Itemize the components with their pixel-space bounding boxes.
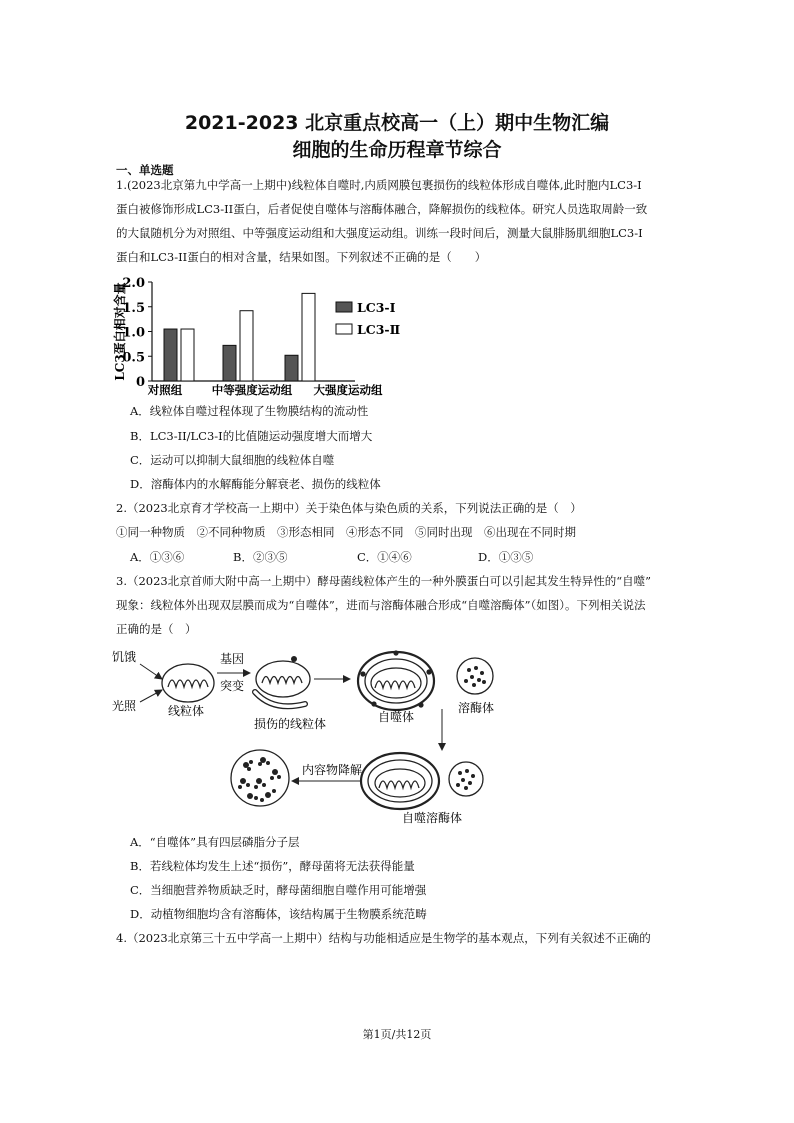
chart-y-tick-label: 1.0 <box>122 325 145 341</box>
chart-bar-lc3-ii <box>181 329 194 381</box>
q2-option-c: C．①④⑥ <box>357 550 412 564</box>
q1-line-3: 的大鼠随机分为对照组、中等强度运动组和大强度运动组。训练一段时间后，测量大鼠腓肠肌细胞LC3-I <box>116 226 643 240</box>
autophagosome-label: 自噬体 <box>378 710 415 724</box>
q2-option-b: B．②③⑤ <box>233 550 288 564</box>
q3-option-d: D．动植物细胞均含有溶酶体，该结构属于生物膜系统范畴 <box>130 907 427 921</box>
lysosome-figure <box>457 658 493 694</box>
autolysosome-figure <box>361 753 483 809</box>
document-subtitle: 细胞的生命历程章节综合 <box>292 139 502 161</box>
q1-line-2: 蛋白被修饰形成LC3-II蛋白，后者促使自噬体与溶酶体融合，降解损伤的线粒体。研究人员选取周龄一致 <box>116 202 648 216</box>
chart-legend-label: LC3-Ⅰ <box>357 300 396 315</box>
q2-stem: 2.（2023北京育才学校高一上期中）关于染色体与染色质的关系，下列说法正确的是（ ） <box>116 501 582 515</box>
chart-category-label: 大强度运动组 <box>313 383 383 397</box>
q2-option-d: D．①③⑤ <box>478 550 534 564</box>
q1-option-a: A．线粒体自噬过程体现了生物膜结构的流动性 <box>130 404 369 418</box>
q3-option-b: B．若线粒体均发生上述“损伤”，酵母菌将无法获得能量 <box>130 859 415 873</box>
mitochondrion-label: 线粒体 <box>168 704 205 718</box>
page-footer: 第1页/共12页 <box>362 1028 432 1041</box>
chart-bar-lc3-i <box>223 345 236 381</box>
q1-line-1: 1.(2023北京第九中学高一上期中)线粒体自噬时,内质网膜包裹损伤的线粒体形成自噬体,此时胞内LC3-I <box>116 178 642 192</box>
light-label: 光照 <box>112 699 137 713</box>
q4-line-1: 4.（2023北京第三十五中学高一上期中）结构与功能相适应是生物学的基本观点，下列有关叙述不正确的 <box>116 931 651 945</box>
chart-category-label: 中等强度运动组 <box>211 383 293 397</box>
chart-bar-lc3-ii <box>302 293 315 381</box>
damaged-mitochondrion-label: 损伤的线粒体 <box>254 717 327 731</box>
mutation-label-2: 突变 <box>220 679 245 693</box>
mutation-label-1: 基因 <box>220 652 245 666</box>
chart-bar-lc3-i <box>285 355 298 381</box>
chart-y-tick-label: 1.5 <box>122 300 145 316</box>
chart-y-tick-label: 0.5 <box>122 350 145 366</box>
q2-items: ①同一种物质 ②不同种物质 ③形态相同 ④形态不同 ⑤同时出现 ⑥出现在不同时期 <box>116 525 576 539</box>
q3-option-c: C．当细胞营养物质缺乏时，酵母菌细胞自噬作用可能增强 <box>130 883 427 897</box>
q1-line-4: 蛋白和LC3-II蛋白的相对含量，结果如图。下列叙述不正确的是（ ） <box>116 250 487 264</box>
q3-option-a: A．“自噬体”具有四层磷脂分子层 <box>130 835 300 849</box>
q1-option-b: B．LC3-II/LC3-I的比值随运动强度增大而增大 <box>130 429 373 443</box>
chart-category-label: 对照组 <box>147 383 183 397</box>
hunger-label: 饥饿 <box>112 650 137 664</box>
q3-line-3: 正确的是（ ） <box>116 622 197 636</box>
chart-bar-lc3-i <box>164 329 177 381</box>
autophagosome-figure <box>358 650 434 710</box>
degraded-contents-figure <box>231 750 289 806</box>
q1-option-d: D．溶酶体内的水解酶能分解衰老、损伤的线粒体 <box>130 477 381 491</box>
autophagy-diagram <box>110 644 510 829</box>
damaged-mitochondrion-figure <box>255 656 310 706</box>
q3-line-1: 3.（2023北京首师大附中高一上期中）酵母菌线粒体产生的一种外膜蛋白可以引起其发生特异性的“自噬” <box>116 574 651 588</box>
chart-y-tick-label: 0 <box>135 375 145 390</box>
chart-bar-lc3-ii <box>240 311 253 381</box>
lysosome-label: 溶酶体 <box>458 701 495 715</box>
section-heading: 一、单选题 <box>116 163 174 177</box>
chart-legend-swatch <box>336 324 352 334</box>
chart-y-tick-label: 2.0 <box>122 276 145 291</box>
lc3-bar-chart <box>110 273 410 398</box>
chart-legend-swatch <box>336 302 352 312</box>
mitochondrion-figure <box>162 664 214 702</box>
q1-option-c: C．运动可以抑制大鼠细胞的线粒体自噬 <box>130 453 335 467</box>
q2-option-a: A．①③⑥ <box>130 550 185 564</box>
degrade-label: 内容物降解 <box>302 763 363 777</box>
chart-legend-label: LC3-Ⅱ <box>357 322 401 337</box>
chart-y-axis-label: LC3蛋白相对含量 <box>113 282 127 381</box>
q3-line-2: 现象：线粒体外出现双层膜而成为“自噬体”，进而与溶酶体融合形成“自噬溶酶体”（如图）。下列相关说法 <box>116 598 646 612</box>
autolysosome-label: 自噬溶酶体 <box>402 811 463 825</box>
document-title: 2021-2023 北京重点校高一（上）期中生物汇编 <box>184 112 610 134</box>
